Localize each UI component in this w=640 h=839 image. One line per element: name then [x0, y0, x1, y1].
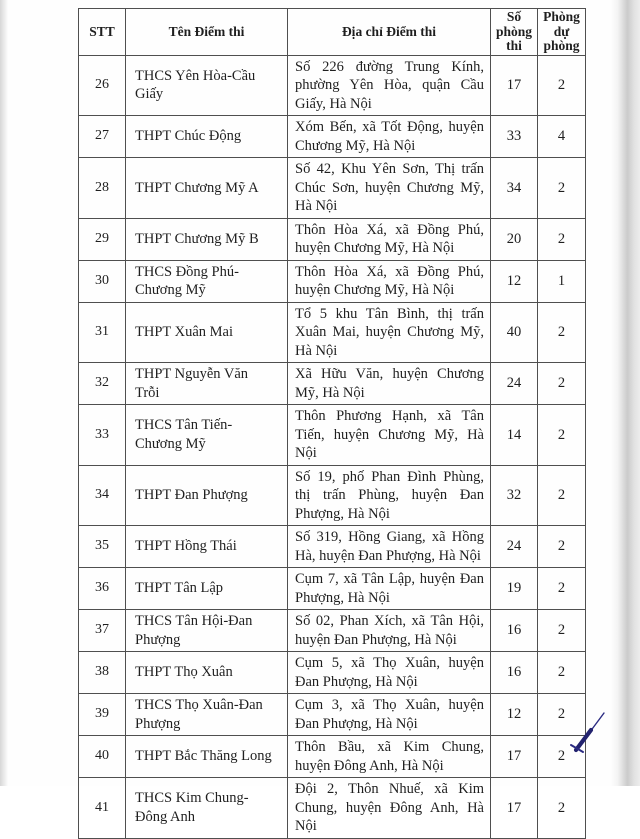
col-header-reserve-rooms: Phòng dự phòng [538, 9, 586, 56]
row-exam-rooms: 19 [491, 568, 538, 610]
table-row [79, 218, 586, 260]
row-site-name: THCS Yên Hòa-Cầu Giấy [126, 55, 288, 116]
row-site-address: Cụm 5, xã Thọ Xuân, huyện Đan Phượng, Hà Nội [288, 652, 491, 694]
pen-tick-mark [566, 710, 608, 756]
col-header-site-name: Tên Điểm thi [126, 9, 288, 56]
col-header-site-address: Địa chỉ Điểm thi [288, 9, 491, 56]
row-stt: 33 [79, 405, 126, 466]
row-reserve-rooms: 2 [538, 568, 586, 610]
row-exam-rooms: 34 [491, 158, 538, 219]
table-row [79, 736, 586, 778]
row-site-name: THCS Tân Hội-Đan Phượng [126, 610, 288, 652]
table-row [79, 526, 586, 568]
row-exam-rooms: 24 [491, 526, 538, 568]
row-stt: 40 [79, 736, 126, 778]
row-site-name: THPT Nguyễn Văn Trỗi [126, 363, 288, 405]
row-reserve-rooms: 2 [538, 736, 586, 778]
row-stt: 26 [79, 55, 126, 116]
row-site-address: Xã Hữu Văn, huyện Chương Mỹ, Hà Nội [288, 363, 491, 405]
row-stt: 29 [79, 218, 126, 260]
row-reserve-rooms: 2 [538, 694, 586, 736]
row-exam-rooms: 17 [491, 55, 538, 116]
row-exam-rooms: 24 [491, 363, 538, 405]
row-stt: 41 [79, 778, 126, 839]
row-exam-rooms: 33 [491, 116, 538, 158]
table-row [79, 405, 586, 466]
row-site-address: Cụm 3, xã Thọ Xuân, huyện Đan Phượng, Hà Nội [288, 694, 491, 736]
row-site-name: THPT Chúc Động [126, 116, 288, 158]
row-stt: 28 [79, 158, 126, 219]
row-reserve-rooms: 2 [538, 526, 586, 568]
row-exam-rooms: 12 [491, 260, 538, 302]
row-site-name: THCS Kim Chung-Đông Anh [126, 778, 288, 839]
row-site-name: THPT Thọ Xuân [126, 652, 288, 694]
row-reserve-rooms: 2 [538, 302, 586, 363]
row-exam-rooms: 40 [491, 302, 538, 363]
row-site-name: THPT Tân Lập [126, 568, 288, 610]
row-stt: 35 [79, 526, 126, 568]
row-stt: 39 [79, 694, 126, 736]
row-site-name: THPT Chương Mỹ B [126, 218, 288, 260]
row-site-address: Số 319, Hồng Giang, xã Hồng Hà, huyện Đan Phượng, Hà Nội [288, 526, 491, 568]
row-stt: 36 [79, 568, 126, 610]
row-reserve-rooms: 2 [538, 55, 586, 116]
row-reserve-rooms: 1 [538, 260, 586, 302]
table-row [79, 778, 586, 839]
exam-sites-table-body [79, 55, 586, 838]
row-stt: 27 [79, 116, 126, 158]
row-site-address: Thôn Hòa Xá, xã Đồng Phú, huyện Chương Mỹ, Hà Nội [288, 218, 491, 260]
row-site-address: Thôn Phương Hạnh, xã Tân Tiến, huyện Chương Mỹ, Hà Nội [288, 405, 491, 466]
row-exam-rooms: 14 [491, 405, 538, 466]
row-site-name: THPT Bắc Thăng Long [126, 736, 288, 778]
row-exam-rooms: 17 [491, 778, 538, 839]
row-reserve-rooms: 2 [538, 405, 586, 466]
row-reserve-rooms: 4 [538, 116, 586, 158]
row-site-name: THPT Xuân Mai [126, 302, 288, 363]
row-site-name: THCS Thọ Xuân-Đan Phượng [126, 694, 288, 736]
row-site-name: THCS Đồng Phú-Chương Mỹ [126, 260, 288, 302]
row-exam-rooms: 16 [491, 652, 538, 694]
row-reserve-rooms: 2 [538, 778, 586, 839]
row-site-name: THPT Hồng Thái [126, 526, 288, 568]
row-reserve-rooms: 2 [538, 652, 586, 694]
col-header-exam-rooms: Số phòng thi [491, 9, 538, 56]
table-row [79, 694, 586, 736]
row-exam-rooms: 16 [491, 610, 538, 652]
row-site-address: Số 42, Khu Yên Sơn, Thị trấn Chúc Sơn, huyện Chương Mỹ, Hà Nội [288, 158, 491, 219]
table-header-row [79, 9, 586, 56]
row-site-address: Xóm Bến, xã Tốt Động, huyện Chương Mỹ, Hà Nội [288, 116, 491, 158]
row-stt: 37 [79, 610, 126, 652]
table-row [79, 652, 586, 694]
table-row [79, 260, 586, 302]
row-stt: 34 [79, 465, 126, 526]
col-header-stt: STT [79, 9, 126, 56]
row-site-address: Thôn Bầu, xã Kim Chung, huyện Đông Anh, Hà Nội [288, 736, 491, 778]
row-site-address: Số 19, phố Phan Đình Phùng, thị trấn Phùng, huyện Đan Phượng, Hà Nội [288, 465, 491, 526]
row-stt: 38 [79, 652, 126, 694]
row-reserve-rooms: 2 [538, 218, 586, 260]
table-row [79, 55, 586, 116]
exam-sites-table [78, 8, 586, 839]
row-exam-rooms: 17 [491, 736, 538, 778]
table-row [79, 302, 586, 363]
table-row [79, 363, 586, 405]
row-reserve-rooms: 2 [538, 610, 586, 652]
row-exam-rooms: 12 [491, 694, 538, 736]
row-reserve-rooms: 2 [538, 363, 586, 405]
row-stt: 30 [79, 260, 126, 302]
row-site-name: THPT Đan Phượng [126, 465, 288, 526]
table-row [79, 465, 586, 526]
table-row [79, 610, 586, 652]
table-row [79, 116, 586, 158]
row-site-address: Tổ 5 khu Tân Bình, thị trấn Xuân Mai, huyện Chương Mỹ, Hà Nội [288, 302, 491, 363]
row-site-address: Cụm 7, xã Tân Lập, huyện Đan Phượng, Hà Nội [288, 568, 491, 610]
row-site-name: THPT Chương Mỹ A [126, 158, 288, 219]
row-site-address: Số 02, Phan Xích, xã Tân Hội, huyện Đan Phượng, Hà Nội [288, 610, 491, 652]
row-reserve-rooms: 2 [538, 158, 586, 219]
row-site-address: Số 226 đường Trung Kính, phường Yên Hòa, quận Cầu Giấy, Hà Nội [288, 55, 491, 116]
page-left-edge-shadow [0, 0, 8, 786]
row-exam-rooms: 32 [491, 465, 538, 526]
row-site-address: Đội 2, Thôn Nhuế, xã Kim Chung, huyện Đông Anh, Hà Nội [288, 778, 491, 839]
page-right-edge-shadow [610, 0, 640, 786]
row-site-address: Thôn Hòa Xá, xã Đồng Phú, huyện Chương Mỹ, Hà Nội [288, 260, 491, 302]
table-row [79, 158, 586, 219]
row-exam-rooms: 20 [491, 218, 538, 260]
row-stt: 31 [79, 302, 126, 363]
table-row [79, 568, 586, 610]
row-reserve-rooms: 2 [538, 465, 586, 526]
row-stt: 32 [79, 363, 126, 405]
row-site-name: THCS Tân Tiến-Chương Mỹ [126, 405, 288, 466]
